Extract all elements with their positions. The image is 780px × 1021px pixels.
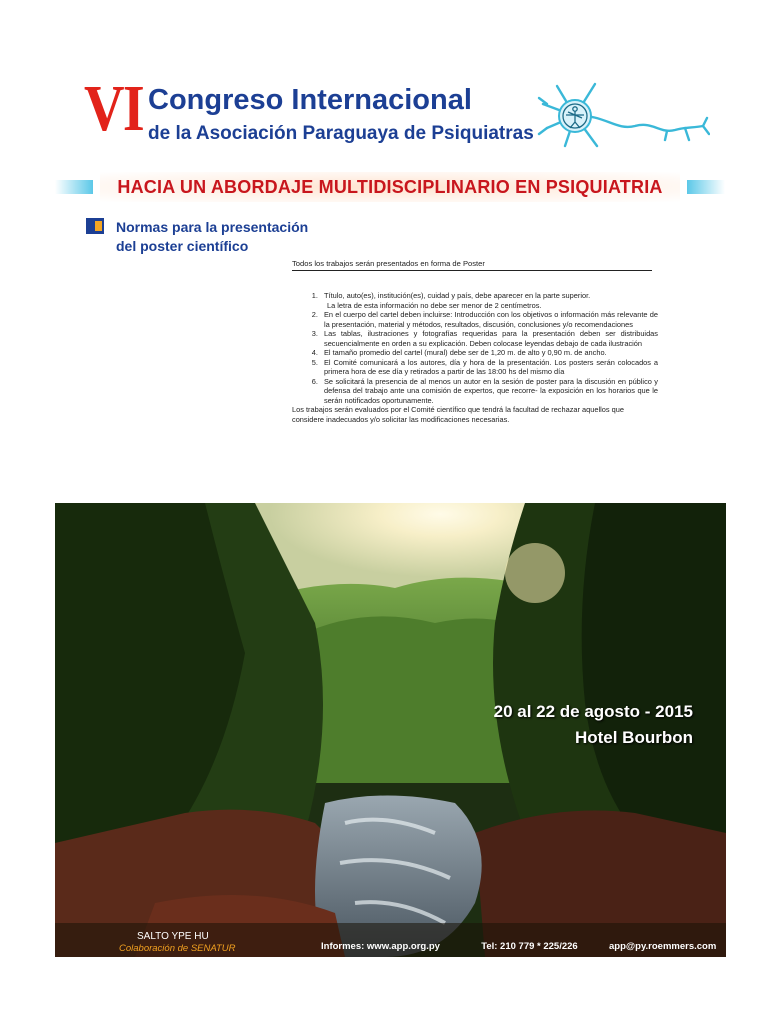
rules-list: [292, 291, 658, 405]
waterfall-photo: [55, 503, 726, 957]
divider-line: [292, 270, 652, 271]
photo-credit: Colaboración de SENATUR: [119, 943, 236, 954]
rule-text: En el cuerpo del cartel deben incluirse: Introducción con los objetivos o información más relevante de la presentación, material y métodos, resultados, discusión, conclusiones y/o recomendaciones: [324, 310, 658, 329]
rule-item: [320, 377, 658, 406]
rule-item: [320, 310, 658, 329]
rule-item: [320, 329, 658, 348]
theme-banner: [55, 172, 725, 202]
rule-text: Título, auto(es), institución(es), cuidad y país, debe aparecer en la parte superior.: [324, 291, 591, 300]
square-bullet-icon: [86, 218, 104, 234]
roman-numeral-six: VI: [84, 72, 143, 145]
section-heading-line1: Normas para la presentación: [116, 219, 309, 235]
rule-subtext: La letra de esta información no debe ser menor de 2 centímetros.: [327, 300, 542, 310]
rules-intro: Todos los trabajos serán presentados en forma de Poster: [292, 259, 485, 268]
section-heading-line2: del poster científico: [116, 238, 249, 254]
neuron-vitruvian-logo: [535, 76, 710, 156]
informes-link[interactable]: Informes: www.app.org.py: [321, 941, 440, 952]
rule-text: Se solicitará la presencia de al menos un autor en la sesión de poster para la discusión en público y defensa del trabajo ante una comisión de expertos, que recorre- la exposición en los horarios que le serán notificados oportunamente.: [324, 376, 658, 405]
email-link[interactable]: app@py.roemmers.com: [608, 941, 717, 952]
rule-item: [320, 291, 658, 310]
congress-subtitle: de la Asociación Paraguaya de Psiquiatras: [148, 123, 534, 144]
rules-closing: Los trabajos serán evaluados por el Comité científico que tendrá la facultad de rechazar aquellos que considere inadecuados y/o solicitar las modificaciones necesarias.: [292, 405, 624, 424]
event-venue: Hotel Bourbon: [574, 728, 693, 747]
rule-text: El Comité comunicará a los autores, día y hora de la presentación. Los posters serán colocados a primera hora de ese día y retirados a partir de las 18:00 hs del mismo día: [324, 357, 658, 376]
congress-title: Congreso Internacional: [148, 84, 472, 116]
photo-caption: SALTO YPE HU: [137, 931, 209, 942]
event-dates: 20 al 22 de agosto - 2015: [493, 702, 693, 721]
rule-text: El tamaño promedio del cartel (mural) debe ser de 1,20 m. de alto y 0,90 m. de ancho.: [324, 348, 607, 357]
banner-text: HACIA UN ABORDAJE MULTIDISCIPLINARIO EN PSIQUIATRIA: [117, 177, 663, 197]
rules-block: [292, 291, 658, 424]
rule-item: [320, 348, 658, 358]
rule-text: Las tablas, ilustraciones y fotografías requeridas para la presentación deben ser distribuidas secuencialmente en orden a su explicación. Deben colocase leyendas debajo de cada ilustración: [324, 329, 658, 348]
rule-item: [320, 358, 658, 377]
contact-line: [321, 941, 716, 952]
phone-number: Tel: 210 779 * 225/226: [481, 941, 578, 952]
